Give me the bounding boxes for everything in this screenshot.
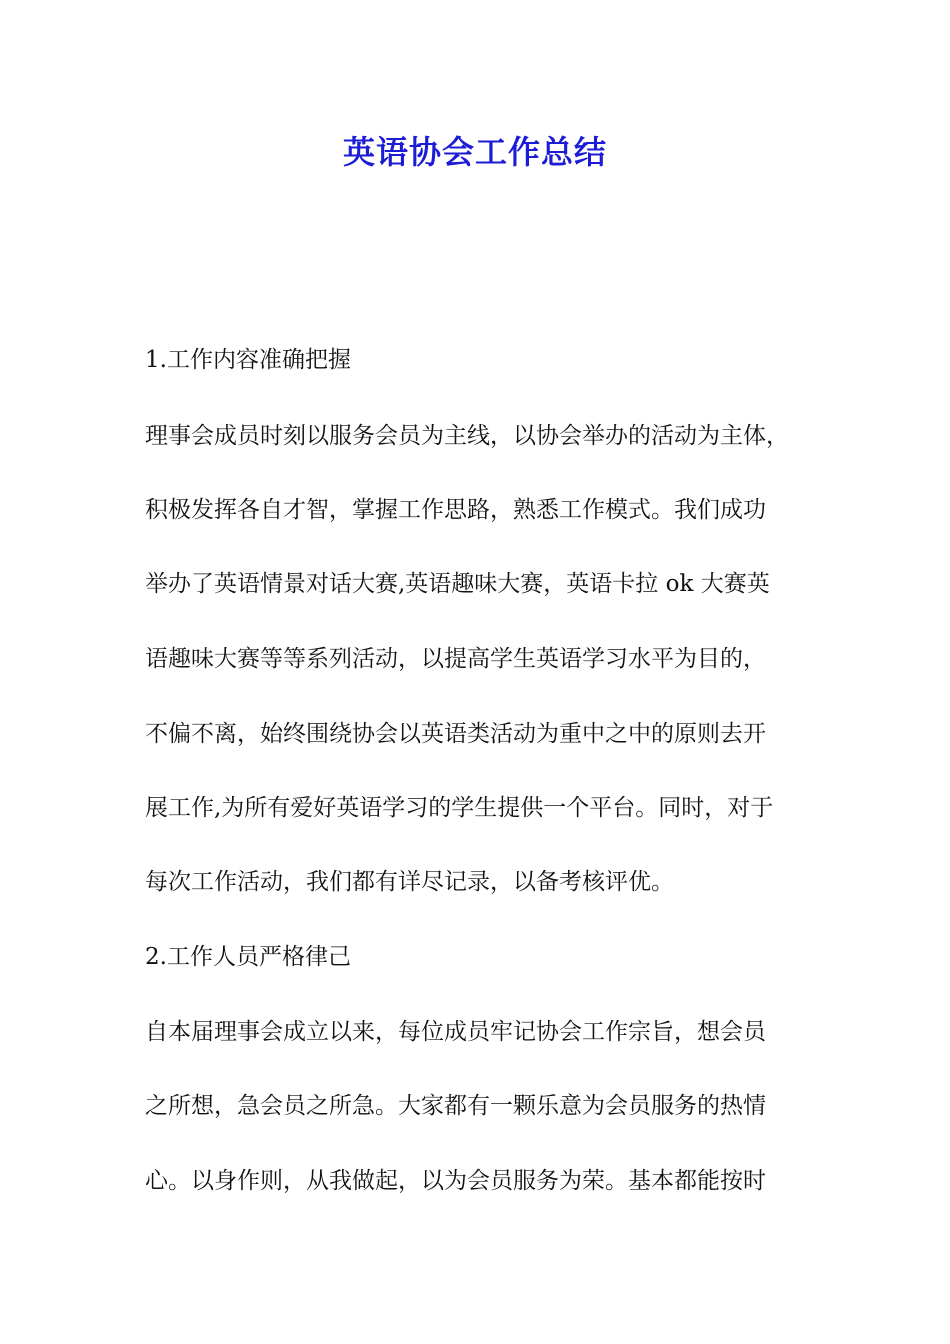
paragraph-line: 举办了英语情景对话大赛,英语趣味大赛，英语卡拉 ok 大赛英 <box>145 571 770 597</box>
paragraph-line: 展工作,为所有爱好英语学习的学生提供一个平台。同时，对于 <box>145 795 774 821</box>
paragraph-line: 理事会成员时刻以服务会员为主线，以协会举办的活动为主体， <box>145 423 789 449</box>
paragraph-line: 不偏不离，始终围绕协会以英语类活动为重中之中的原则去开 <box>145 721 766 747</box>
paragraph-line: 自本届理事会成立以来，每位成员牢记协会工作宗旨，想会员 <box>145 1019 766 1045</box>
paragraph-line: 积极发挥各自才智，掌握工作思路，熟悉工作模式。我们成功 <box>145 497 766 523</box>
paragraph-line: 之所想，急会员之所急。大家都有一颗乐意为会员服务的热情 <box>145 1093 766 1119</box>
paragraph-line: 每次工作活动，我们都有详尽记录，以备考核评优。 <box>145 869 674 895</box>
section-heading-2: 2.工作人员严格律己 <box>145 944 351 970</box>
paragraph-line: 心。以身作则，从我做起，以为会员服务为荣。基本都能按时 <box>145 1168 766 1194</box>
section-heading-1: 1.工作内容准确把握 <box>145 347 351 373</box>
document-title: 英语协会工作总结 <box>342 133 607 171</box>
paragraph-line: 语趣味大赛等等系列活动，以提高学生英语学习水平为目的， <box>145 646 766 672</box>
